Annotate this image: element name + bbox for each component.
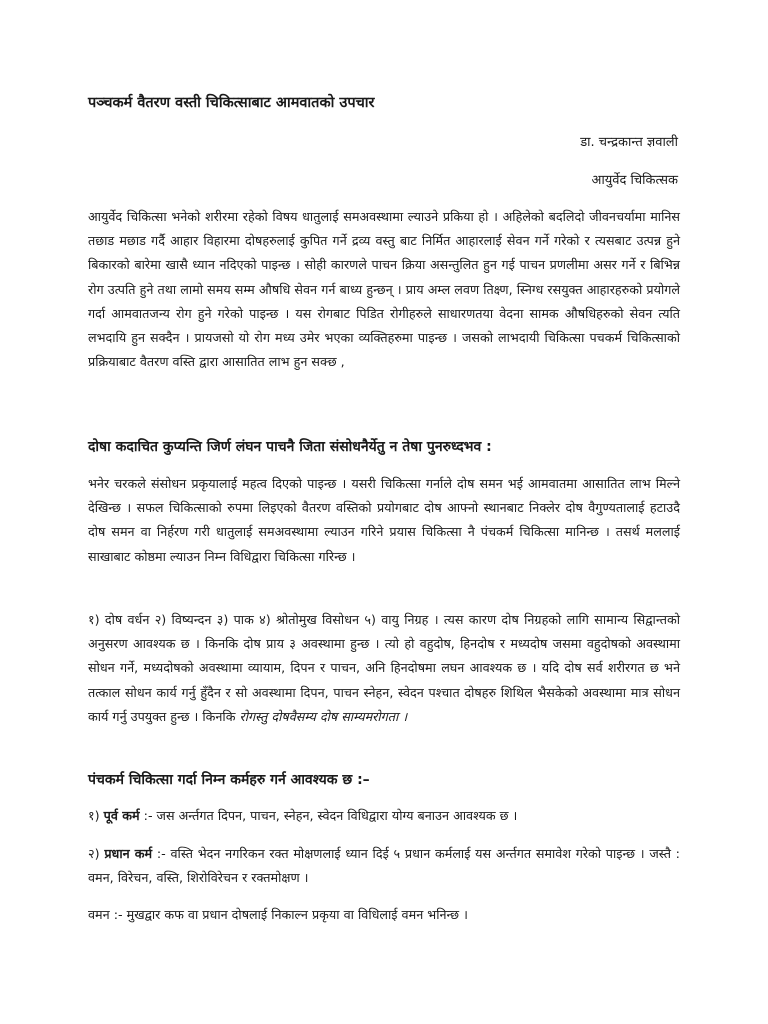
intro-paragraph: आयुर्वेद चिकित्सा भनेको शरीरमा रहेको विषय धातुलाई समअवस्थामा ल्याउने प्रकिया हो । अहिलेको बदलिदो जीवनचर्यामा मानिस तछाड मछाड गर्दै आहार विहारमा दोषहरुलाई कुपित गर्ने द्रव्य वस्तु बाट निर्मित आहारलाई सेवन गर्ने गरेको र त्यसबाट उत्पन्न हुने बिकारको बारेमा खासै ध्यान नदिएको पाइन्छ । सोही कारणले पाचन क्रिया असन्तुलित हुन गई पाचन प्रणलीमा असर गर्ने र बिभिन्न रोग उत्पति हुने तथा लामो समय सम्म औषधि सेवन गर्न बाध्य हुन्छन् । प्राय अम्ल लवण तिक्ष्ण, स्निग्ध रसयुक्त आहारहरुको प्रयोगले गर्दा आमवातजन्य रोग हुने गरेको पाइन्छ । यस रोगबाट पिडित रोगीहरुले साधारणतया वेदना सामक औषधिहरुको सेवन त्यति लभदायि हुन सक्दैन । प्रायजसो यो रोग मध्य उमेर भएका व्यक्तिहरुमा पाइन्छ । जसको लाभदायी चिकित्सा पचकर्म चिकित्साको प्रक्रियाबाट वैतरण वस्ति द्वारा आसातित लाभ हुन सक्छ , (88, 209, 680, 370)
dosha-treatment-paragraph (88, 608, 680, 729)
pradhan-karma-paragraph (88, 842, 680, 890)
pradhan-karma-term: प्रधान कर्म (104, 846, 153, 861)
document-title: पञ्चकर्म वैतरण वस्ती चिकित्साबाट आमवातको उपचार (88, 95, 375, 111)
panchakarma-steps-heading: पंचकर्म चिकित्सा गर्दा निम्न कर्महरु गर्न आवश्यक छ :– (88, 772, 370, 788)
vamana-paragraph: वमन :- मुखद्वार कफ वा प्रधान दोषलाई निकाल्न प्रकृया वा विधिलाई वमन भनिन्छ । (88, 907, 468, 922)
purva-karma-term: पूर्व कर्म (103, 808, 140, 823)
pradhan-karma-number: २) (88, 846, 100, 861)
sanskrit-quote: रोगस्तु दोषवैसम्य दोष साम्यमरोगता । (239, 708, 408, 724)
purva-karma-number: १) (88, 808, 100, 823)
samsodhan-paragraph: भनेर चरकले संसोधन प्रकृयालाई महत्व दिएको पाइन्छ । यसरी चिकित्सा गर्नाले दोष समन भई आमवातमा आसातित लाभ मिल्ने देखिन्छ । सफल चिकित्साको रुपमा लिइएको वैतरण वस्तिको प्रयोगबाट दोष आफ्नो स्थानबाट निक्लेर दोष वैगुण्यतालाई हटाउदै दोष समन वा निर्हरण गरी धातुलाई समअवस्थामा ल्याउन गरिने प्रयास चिकित्सा नै पंचकर्म चिकित्सा मानिन्छ । तसर्थ मललाई साखाबाट कोष्ठमा ल्याउन निम्न विधिद्वारा चिकित्सा गरिन्छ । (88, 476, 680, 564)
dosha-treatment-text: १) दोष वर्धन २) विष्यन्दन ३) पाक ४) श्रोतोमुख विसोधन ५) वायु निग्रह । त्यस कारण दोष निग्रहको लागि सामान्य सिद्वान्तको अनुसरण आवश्यक छ । किनकि दोष प्राय ३ अवस्थामा हुन्छ । त्यो हो वहुदोष, हिनदोष र मध्यदोष जसमा वहुदोषको अवस्थामा सोधन गर्ने, मध्यदोषको अवस्थामा व्यायाम, दिपन र पाचन, अनि हिनदोषमा लघन आवश्यक छ । यदि दोष सर्व शरीरगत छ भने तत्काल सोधन कार्य गर्नु हुँदैन र सो अवस्थामा दिपन, पाचन स्नेहन, स्वेदन पश्चात दोषहरु शिथिल भैसकेको अवस्थामा मात्र सोधन कार्य गर्नु उपयुक्त हुन्छ । किनकि (88, 612, 680, 724)
author-role: आयुर्वेद चिकित्सक (591, 173, 678, 188)
sanskrit-verse-heading: दोषा कदाचित कुप्यन्ति जिर्ण लंघन पाचनै जिता संसोधनैर्येतु न तेषा पुनरुध्दभव : (88, 439, 492, 455)
pradhan-karma-text: :- वस्ति भेदन नगरिकन रक्त मोक्षणलाई ध्यान दिई ५ प्रधान कर्मलाई यस अर्न्तगत समावेश गरेको पाइन्छ । जस्तै : वमन, विरेचन, वस्ति, शिरोविरेचन र रक्तमोक्षण । (88, 846, 680, 886)
author-name: डा. चन्द्रकान्त ज्ञवाली (580, 135, 678, 150)
purva-karma-text: :- जस अर्न्तगत दिपन, पाचन, स्नेहन, स्वेदन विधिद्वारा योग्य बनाउन आवश्यक छ । (143, 808, 518, 823)
purva-karma-paragraph (88, 804, 680, 828)
